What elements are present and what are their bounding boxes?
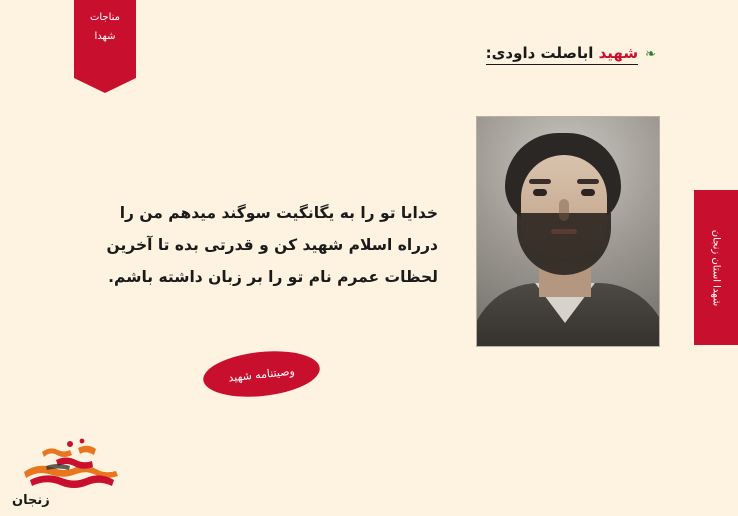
ribbon-line-2: شهدا xyxy=(94,31,116,42)
ribbon-line-1: مناجات xyxy=(89,12,121,23)
heading-text xyxy=(486,44,638,65)
will-text: خدایا تو را به یگانگیت سوگند میدهم من را درراه اسلام شهید کن و قدرتی بده تا آخرین لحظات عمرم نام تو را بر زبان داشته باشم. xyxy=(106,204,438,286)
side-tab-label: شهدا استان زنجان xyxy=(710,229,722,306)
ribbon-banner xyxy=(74,0,136,78)
will-badge-label: وصیتنامه شهید xyxy=(227,364,296,384)
logo-caption: زنجان xyxy=(12,493,50,508)
page-title xyxy=(486,44,656,65)
martyr-portrait xyxy=(476,116,660,347)
portrait-mouth xyxy=(551,229,577,234)
portrait-nose xyxy=(559,199,569,221)
heading-prefix: شهید xyxy=(598,44,639,62)
flower-bullet-icon: ❧ xyxy=(645,47,656,62)
portrait-eye-right xyxy=(581,189,595,196)
portrait-eye-left xyxy=(533,189,547,196)
portrait-brow-right xyxy=(577,179,599,184)
side-tab xyxy=(694,190,738,345)
will-badge[interactable] xyxy=(201,346,322,402)
heading-name: اباصلت داودی: xyxy=(485,44,594,62)
portrait-brow-left xyxy=(529,179,551,184)
